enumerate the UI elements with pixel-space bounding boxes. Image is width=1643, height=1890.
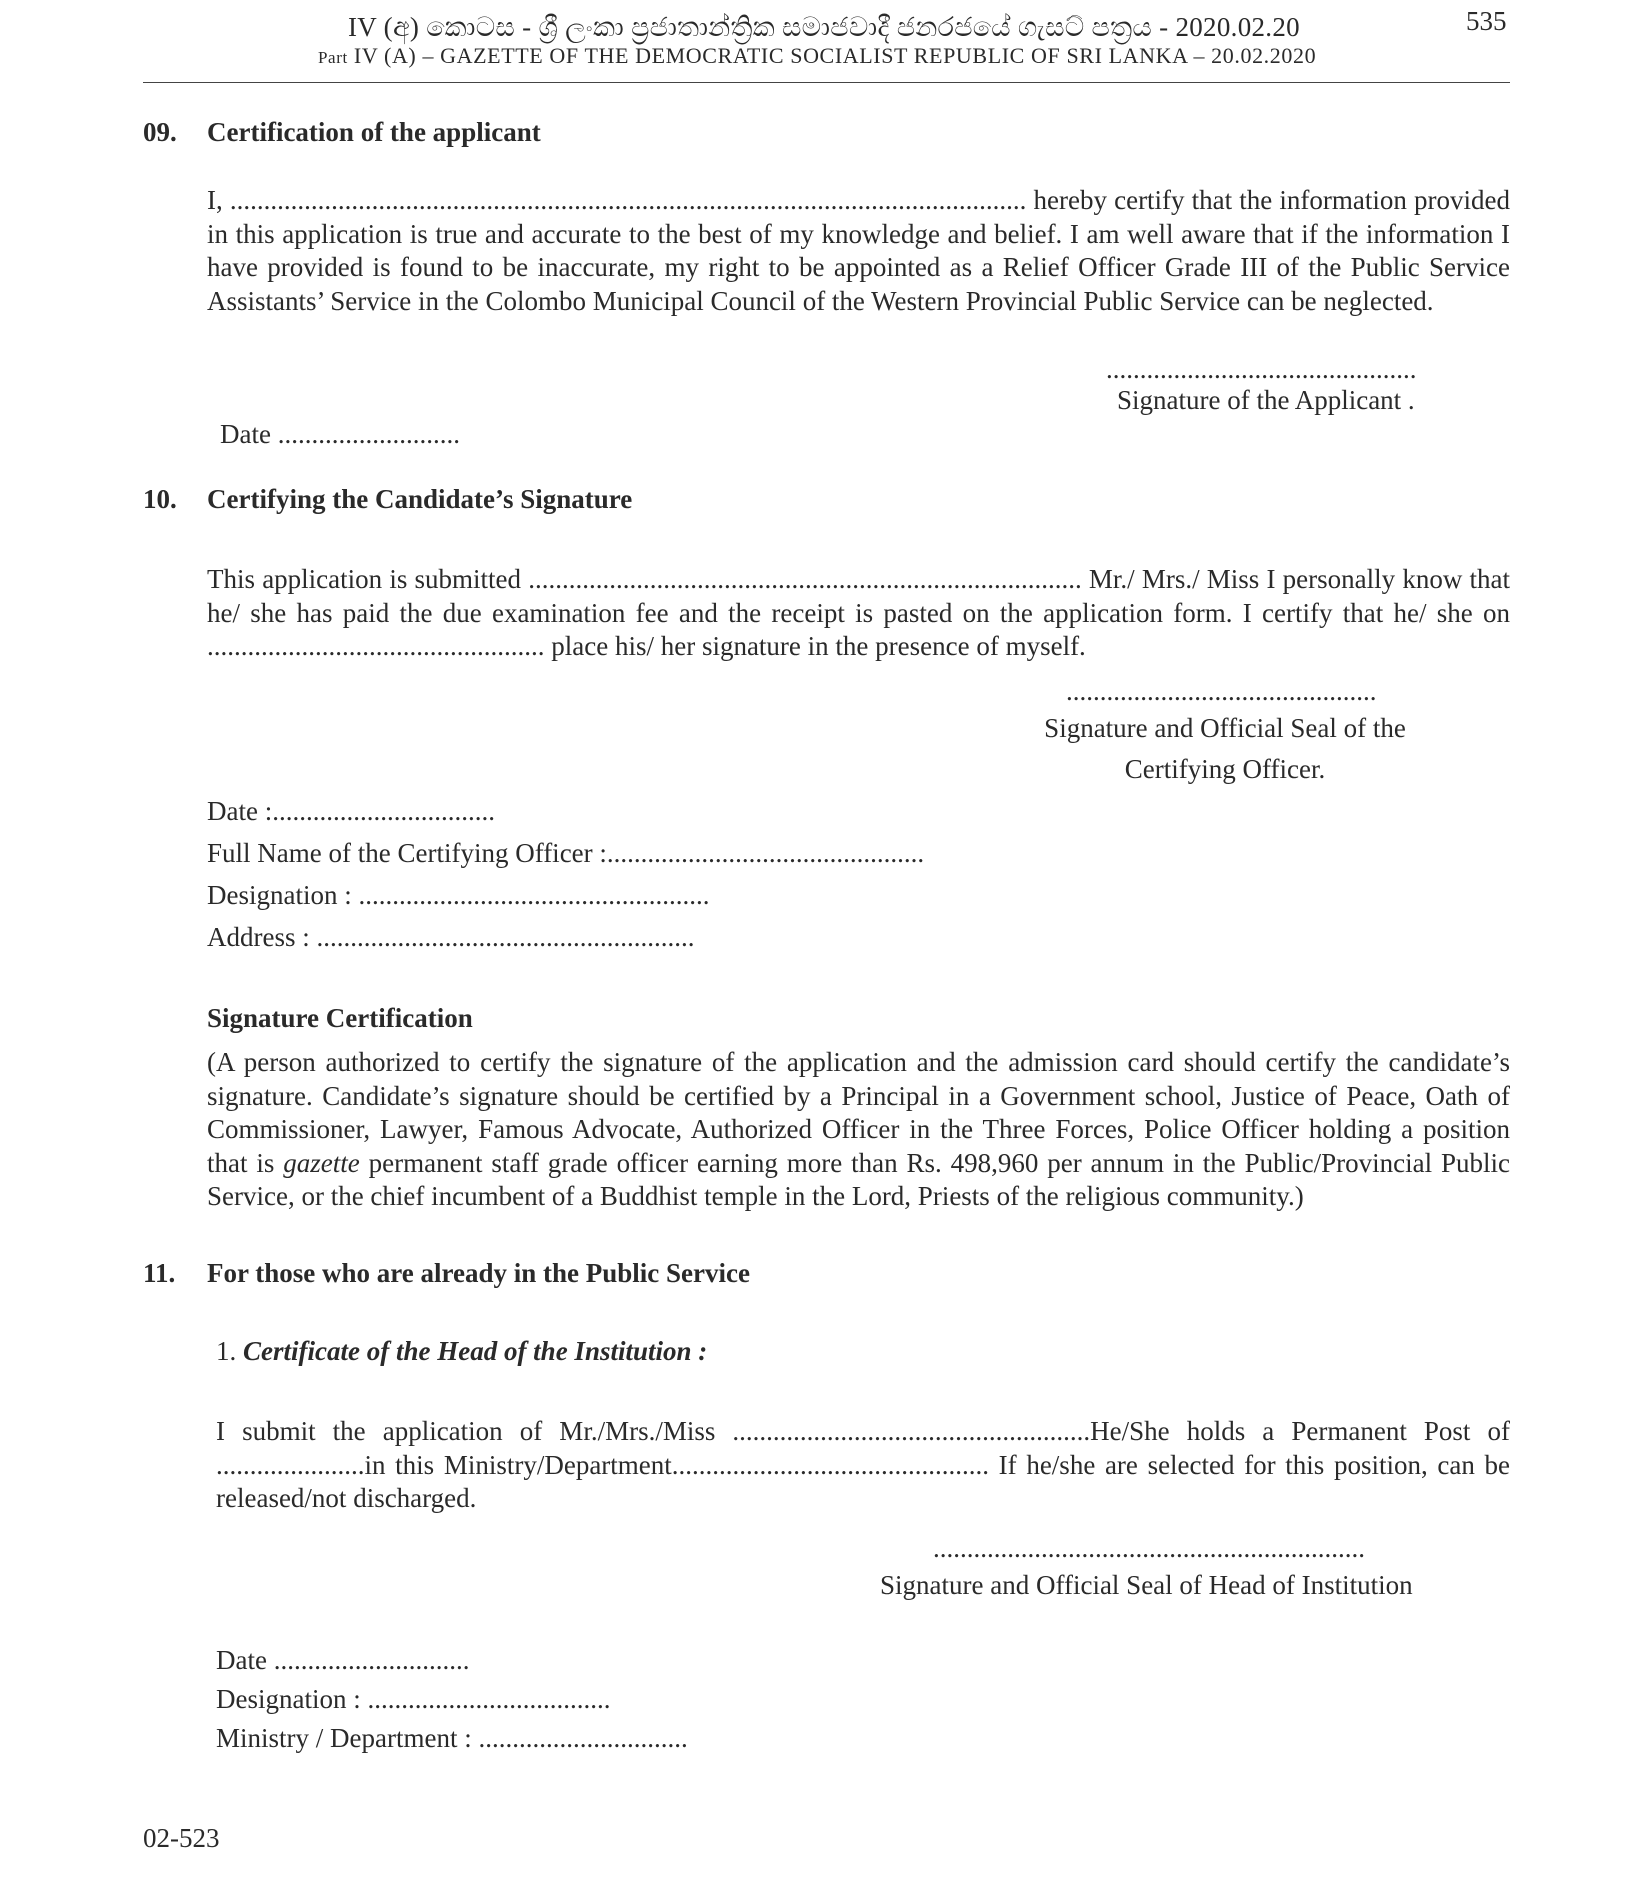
section-11-subsection-number: 1. bbox=[216, 1336, 237, 1366]
signature-certification-title: Signature Certification bbox=[207, 1003, 473, 1033]
section-10-signature-label-2: Certifying Officer. bbox=[1124, 754, 1326, 784]
section-10-designation: Designation : .................................................... bbox=[207, 880, 710, 910]
section-11-designation: Designation : .................................... bbox=[216, 1684, 611, 1714]
header-part-label: Part bbox=[318, 48, 348, 67]
section-09-date: Date ........................... bbox=[220, 419, 460, 449]
section-11-ministry: Ministry / Department : ............................... bbox=[216, 1723, 688, 1753]
section-11-subsection-title: Certificate of the Head of the Institution : bbox=[243, 1336, 708, 1366]
section-09-signature-label: Signature of the Applicant . bbox=[1117, 385, 1415, 415]
section-10-signature-line: .............................................. bbox=[1066, 676, 1377, 706]
section-10-title: Certifying the Candidate’s Signature bbox=[207, 484, 633, 514]
header-english-title: IV (A) – GAZETTE OF THE DEMOCRATIC SOCIALIST REPUBLIC OF SRI LANKA – 20.02.2020 bbox=[353, 43, 1317, 68]
section-09-number: 09. bbox=[143, 117, 177, 147]
section-11-date: Date ............................. bbox=[216, 1645, 470, 1675]
section-09-paragraph: I, ...................................................................................................................... hereby certify that the information provided in this application is true and accurate to the best of my knowledge and belief. I am well aware that if the information I have provided is found to be inaccurate, my right to be appointed as a Relief Officer Grade III of the Public Service Assistants’ Service in the Colombo Municipal Council of the Western Provincial Public Service can be neglected. bbox=[207, 185, 1510, 316]
section-09-signature-line: .............................................. bbox=[1106, 354, 1417, 384]
section-10-number: 10. bbox=[143, 484, 177, 514]
header-sinhala-line: IV (අ) කොටස - ශ්‍රී ලංකා ප්‍රජාතාන්ත්‍රික සමාජවාදී ජනරජයේ ගැසට් පත්‍රය - 2020.02.20 bbox=[348, 12, 1300, 42]
section-10-signature-label-1: Signature and Official Seal of the bbox=[1044, 713, 1406, 743]
section-10-date: Date :................................. bbox=[207, 796, 495, 826]
sigcert-text-before: (A person authorized to certify the signature of the application and the admission card should certify the candidate’s signature. Candidate’s signature should be certified by a Principal in a Government school, Justice of Peace, Oath of Commissioner, Lawyer, Famous Advocate, Authorized Officer in the Three Forces, Police Officer holding a position that is bbox=[207, 1047, 1510, 1178]
signature-certification-paragraph bbox=[207, 1046, 1510, 1214]
section-10-paragraph: This application is submitted .................................................................................. Mr./ Mrs./ Miss I personally know that he/ she has paid the due examination fee and the receipt is pasted on the application form. I certify that he/ she on .................................................. place his/ her signature in the presence of myself. bbox=[207, 564, 1510, 661]
section-11-number: 11. bbox=[143, 1258, 176, 1288]
header-rule bbox=[143, 82, 1510, 83]
section-11-signature-label: Signature and Official Seal of Head of Institution bbox=[880, 1570, 1413, 1600]
section-11-title: For those who are already in the Public Service bbox=[207, 1258, 750, 1288]
section-10-full-name: Full Name of the Certifying Officer :............................................... bbox=[207, 838, 925, 868]
section-11-paragraph: I submit the application of Mr./Mrs./Miss .....................................................He/She holds a Permanent Post of ......................in this Ministry/Department............................................... If he/she are selected for this position, can be released/not discharged. bbox=[216, 1416, 1510, 1513]
header-english-line bbox=[318, 43, 1316, 69]
sigcert-italic-word: gazette bbox=[283, 1147, 360, 1178]
section-11-signature-line: ................................................................ bbox=[933, 1533, 1365, 1563]
section-09-title: Certification of the applicant bbox=[207, 117, 541, 147]
page-number: 535 bbox=[1466, 6, 1507, 36]
section-11-subsection bbox=[216, 1336, 707, 1367]
sigcert-text-after: permanent staff grade officer earning more than Rs. 498,960 per annum in the Public/Provincial Public Service, or the chief incumbent of a Buddhist temple in the Lord, Priests of the religious community.) bbox=[207, 1147, 1510, 1211]
footer-code: 02-523 bbox=[143, 1823, 220, 1853]
section-10-address: Address : ........................................................ bbox=[207, 922, 695, 952]
